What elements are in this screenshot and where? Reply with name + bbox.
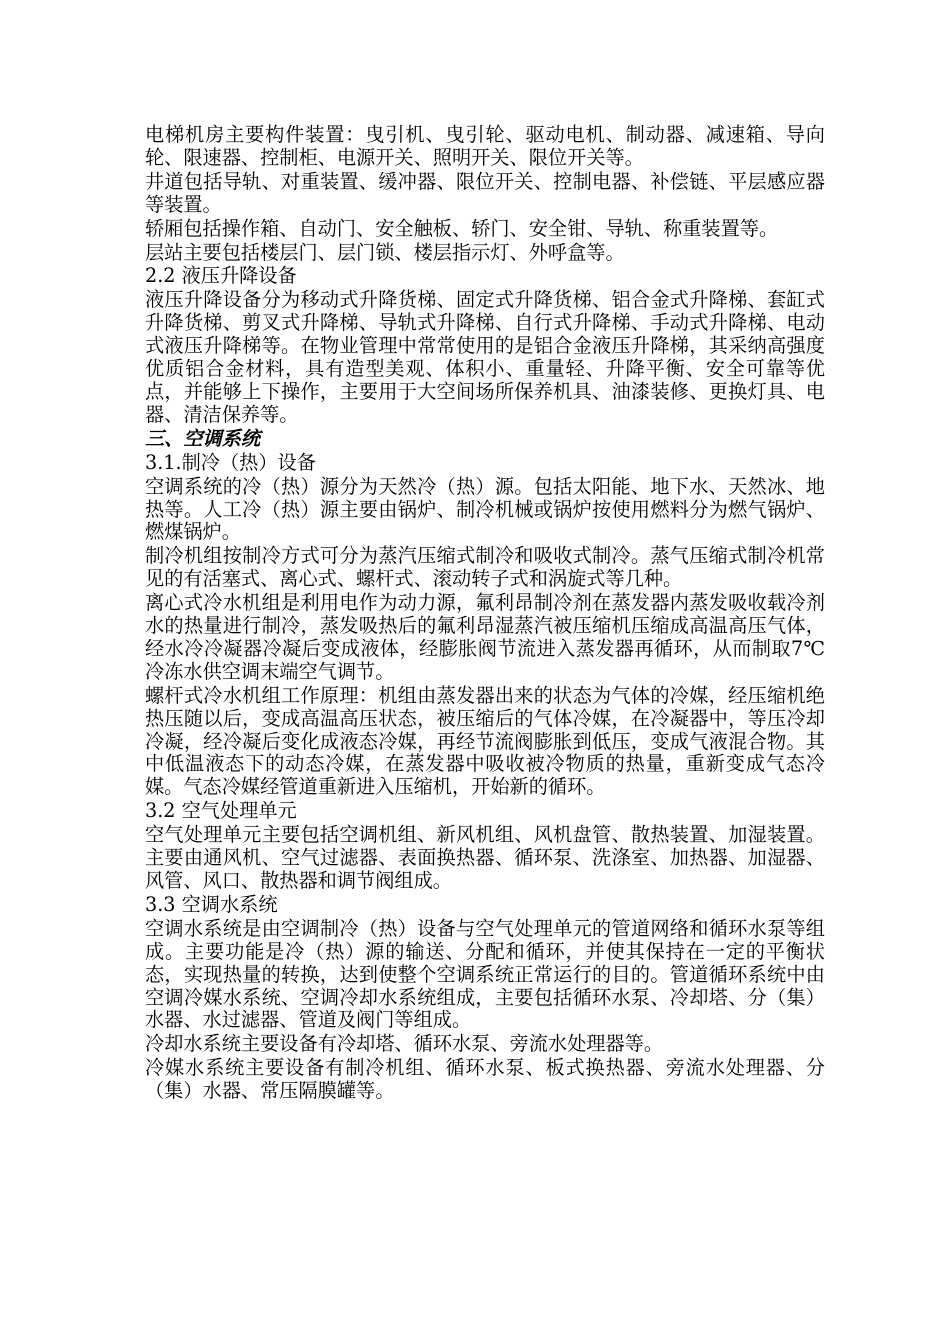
paragraph-screw-chiller: 螺杆式冷水机组工作原理：机组由蒸发器出来的状态为气体的冷媒，经压缩机绝热压随以后，变成高温高压状态，被压缩后的气体冷媒，在冷凝器中，等压冷却冷凝，经冷凝后变化成液态冷媒，再经节流阀膨胀到低压，变成气液混合物。其中低温液态下的动态冷媒，在蒸发器中吸收被冷物质的热量，重新变成气态冷媒。气态冷媒经管道重新进入压缩机，开始新的循环。 xyxy=(145,683,825,799)
paragraph-refrigeration-unit: 制冷机组按制冷方式可分为蒸汽压缩式制冷和吸收式制冷。蒸气压缩式制冷机常见的有活塞式、离心式、螺杆式、滚动转子式和涡旋式等几种。 xyxy=(145,544,825,591)
paragraph-cold-heat-source: 空调系统的冷（热）源分为天然冷（热）源。包括太阳能、地下水、天然冰、地热等。人工冷（热）源主要由锅炉、制冷机械或锅炉按使用燃料分为燃气锅炉、燃煤锅炉。 xyxy=(145,474,825,544)
section-heading-2-2: 2.2 液压升降设备 xyxy=(145,264,297,288)
paragraph-machine-room: 电梯机房主要构件装置：曳引机、曳引轮、驱动电机、制动器、减速箱、导向轮、限速器、控制柜、电源开关、照明开关、限位开关等。 xyxy=(145,123,825,169)
paragraph-chilled-water: 冷媒水系统主要设备有制冷机组、循环水泵、板式换热器、旁流水处理器、分（集）水器、常压隔膜罐等。 xyxy=(145,1056,825,1103)
paragraph-car: 轿厢包括操作箱、自动门、安全触板、轿门、安全钳、导轨、称重装置等。 xyxy=(145,216,779,240)
paragraph-centrifugal-chiller: 离心式冷水机组是利用电作为动力源，氟利昂制冷剂在蒸发器内蒸发吸收载冷剂水的热量进行制冷，蒸发吸热后的氟利昂湿蒸汽被压缩机压缩成高温高压气体，经水冷冷凝器冷凝后变成液体，经膨胀阀节流进入蒸发器再循环，从而制取7℃冷冻水供空调末端空气调节。 xyxy=(145,591,825,683)
paragraph-air-handling: 空气处理单元主要包括空调机组、新风机组、风机盘管、散热装置、加湿装置。主要由通风机、空气过滤器、表面换热器、循环泵、洗涤室、加热器、加湿器、风管、风口、散热器和调节阀组成。 xyxy=(145,823,825,892)
section-heading-3-1: 3.1.制冷（热）设备 xyxy=(145,450,316,474)
paragraph-hoistway: 井道包括导轨、对重装置、缓冲器、限位开关、控制电器、补偿链、平层感应器等装置。 xyxy=(145,169,825,216)
paragraph-water-system: 空调水系统是由空调制冷（热）设备与空气处理单元的管道网络和循环水泵等组成。主要功能是冷（热）源的输送、分配和循环，并使其保持在一定的平衡状态，实现热量的转换，达到使整个空调系统正常运行的目的。管道循环系统中由空调冷媒水系统、空调冷却水系统组成，主要包括循环水泵、冷却塔、分（集）水器、水过滤器、管道及阀门等组成。 xyxy=(145,916,825,1032)
section-heading-3-2: 3.2 空气处理单元 xyxy=(145,799,297,823)
paragraph-hydraulic-lift: 液压升降设备分为移动式升降货梯、固定式升降货梯、铝合金式升降梯、套缸式升降货梯、剪叉式升降梯、导轨式升降梯、自行式升降梯、手动式升降梯、电动式液压升降梯等。在物业管理中常常使用的是铝合金液压升降梯，其采纳高强度优质铝合金材料，具有造型美观、体积小、重量轻、升降平衡、安全可靠等优点，并能够上下操作，主要用于大空间场所保养机具、油漆装修、更换灯具、电器、清洁保养等。 xyxy=(145,288,825,426)
chapter-heading-hvac: 三、空调系统 xyxy=(145,426,261,450)
section-heading-3-3: 3.3 空调水系统 xyxy=(145,892,278,916)
document-page xyxy=(145,124,825,1103)
paragraph-landing: 层站主要包括楼层门、层门锁、楼层指示灯、外呼盒等。 xyxy=(145,240,625,264)
paragraph-cooling-water: 冷却水系统主要设备有冷却塔、循环水泵、旁流水处理器等。 xyxy=(145,1032,664,1056)
